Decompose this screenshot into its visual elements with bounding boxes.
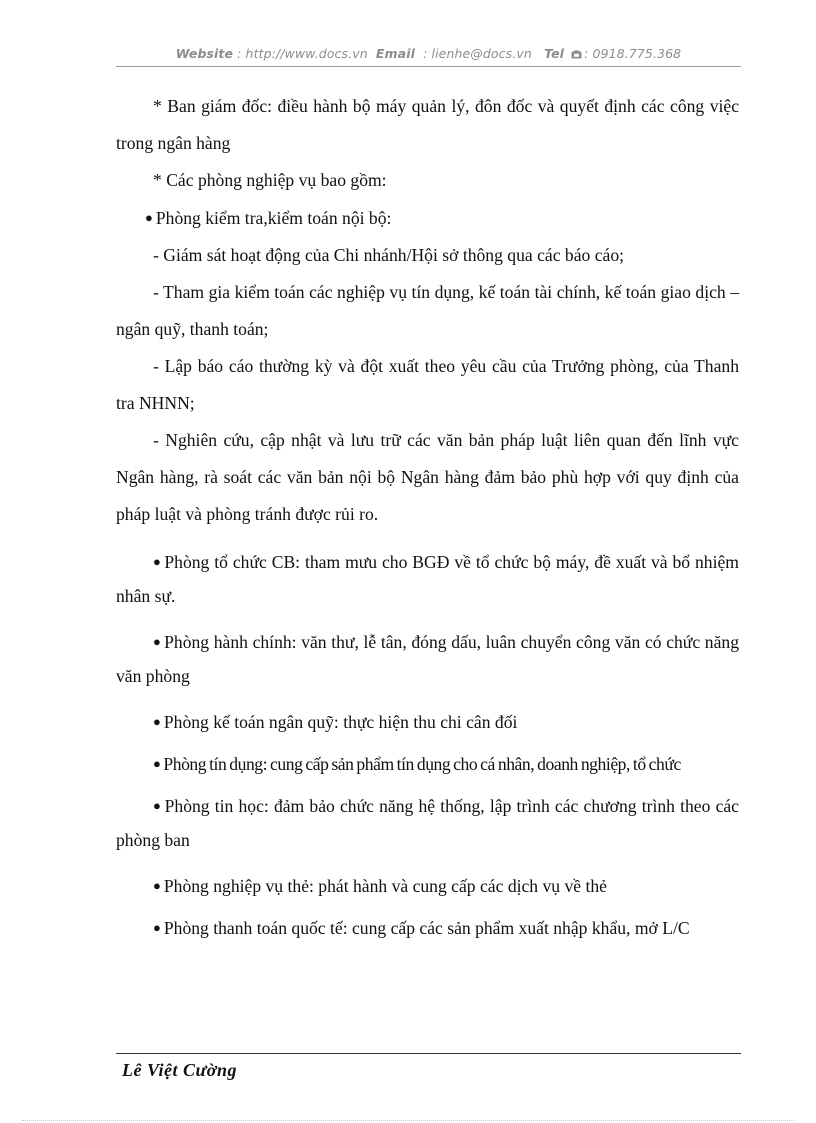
list-item-administration: [116, 625, 739, 693]
paragraph-board-of-directors: * Ban giám đốc: điều hành bộ máy quản lý, đôn đốc và quyết định các công việc trong ngân hàng: [116, 96, 739, 153]
bullet-icon: ●: [153, 714, 161, 729]
list-item-text: Phòng tổ chức CB: tham mưu cho BGĐ về tổ chức bộ máy, đề xuất và bổ nhiệm nhân sự.: [116, 552, 739, 606]
header-email-link[interactable]: : lienhe@docs.vn: [423, 46, 532, 61]
list-item-it: [116, 789, 739, 857]
list-item-hr: [116, 545, 739, 613]
list-item-internal-audit: [116, 199, 739, 237]
paragraph-audit-duty-3: - Lập báo cáo thường kỳ và đột xuất theo yêu cầu của Trưởng phòng, của Thanh tra NHNN;: [116, 356, 739, 413]
list-item-text: Phòng hành chính: văn thư, lễ tân, đóng dấu, luân chuyển công văn có chức năng văn phòng: [116, 632, 739, 686]
document-body: [116, 88, 739, 945]
list-item-text: Phòng thanh toán quốc tế: cung cấp các sản phẩm xuất nhập khẩu, mở L/C: [163, 918, 690, 938]
bullet-icon: ●: [153, 920, 161, 935]
header-tel-label: Tel: [544, 46, 565, 61]
footer-divider: [116, 1053, 741, 1054]
list-item-international-payment: [116, 911, 739, 945]
list-item-text: Phòng kiểm tra,kiểm toán nội bộ:: [155, 208, 392, 228]
list-item-accounting: [116, 705, 739, 739]
paragraph-audit-duty-1: - Giám sát hoạt động của Chi nhánh/Hội sở thông qua các báo cáo;: [153, 245, 625, 265]
paragraph-audit-duty-4: - Nghiên cứu, cập nhật và lưu trữ các văn bản pháp luật liên quan đến lĩnh vực Ngân hàng, rà soát các văn bản nội bộ Ngân hàng đảm bảo phù hợp với quy định của pháp luật và phòng tránh được rủi ro.: [116, 430, 739, 524]
page-bottom-border: [22, 1120, 794, 1121]
bullet-icon: ●: [153, 878, 161, 893]
paragraph-departments-intro: * Các phòng nghiệp vụ bao gồm:: [153, 170, 387, 190]
bullet-icon: ●: [153, 554, 162, 569]
header-divider: [116, 66, 741, 67]
paragraph-audit-duty-2: - Tham gia kiểm toán các nghiệp vụ tín dụng, kế toán tài chính, kế toán giao dịch – ngân quỹ, thanh toán;: [116, 282, 739, 339]
list-item-text: Phòng kế toán ngân quỹ: thực hiện thu chi cân đối: [163, 712, 518, 732]
header-email-label: Email: [375, 46, 415, 61]
list-item-text: Phòng tín dụng: cung cấp sản phẩm tín dụng cho cá nhân, doanh nghiệp, tổ chức: [163, 754, 681, 774]
list-item-cards: [116, 869, 739, 903]
header-website-label: Website: [175, 46, 234, 61]
author-signature: Lê Việt Cường: [122, 1060, 237, 1080]
header-website-link[interactable]: : http://www.docs.vn: [237, 46, 368, 61]
bullet-icon: ●: [153, 756, 161, 771]
bullet-icon: ●: [145, 210, 153, 225]
list-item-text: Phòng tin học: đảm bảo chức năng hệ thống, lập trình các chương trình theo các phòng ban: [116, 796, 739, 850]
header-tel-value: : 0918.775.368: [584, 46, 682, 61]
bullet-icon: ●: [153, 634, 162, 649]
list-item-text: Phòng nghiệp vụ thẻ: phát hành và cung cấp các dịch vụ về thẻ: [163, 876, 607, 896]
bullet-icon: ●: [153, 798, 162, 813]
list-item-credit: [116, 747, 739, 781]
phone-icon: [571, 47, 582, 57]
page-header: [116, 46, 741, 61]
